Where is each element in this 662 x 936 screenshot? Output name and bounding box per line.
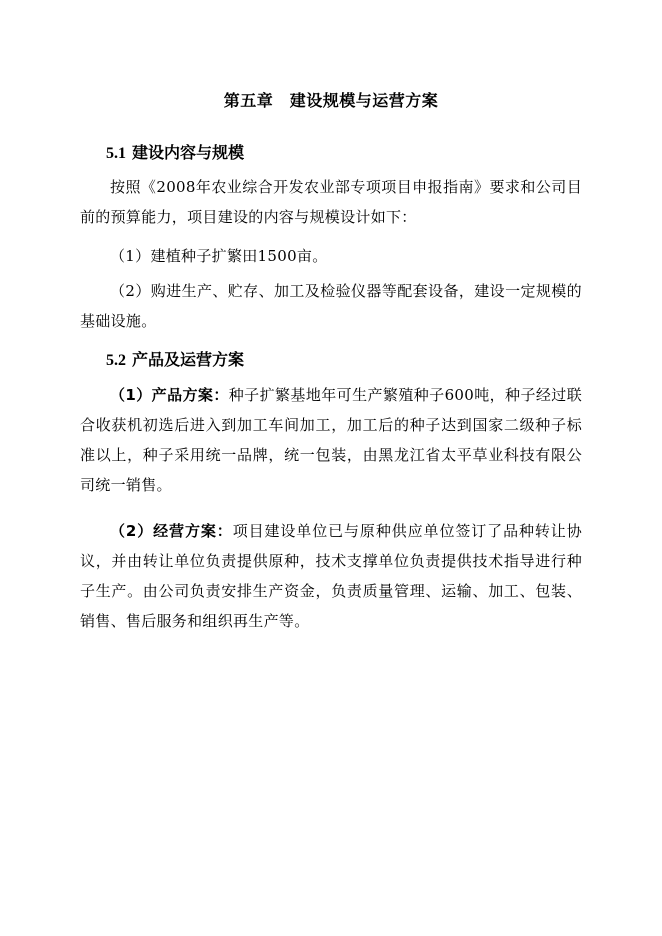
paragraph-budget-intro: 按照《2008年农业综合开发农业部专项项目申报指南》要求和公司目前的预算能力，项目建设的内容与规模设计如下： <box>80 178 582 226</box>
section-number: 5.1 <box>106 145 126 162</box>
paragraph-text: 种子扩繁基地年可生产繁殖种子600吨，种子经过联合收获机初选后进入到加工车间加工，加工后的种子达到国家二级种子标准以上，种子采用统一品牌，统一包装，由黑龙江省太平草业科技有限公司统一销售。 <box>80 386 582 494</box>
paragraph-lead: （2）经营方案： <box>110 522 233 540</box>
paragraph-product-plan <box>80 380 582 500</box>
paragraph-lead: （1）产品方案： <box>110 386 229 404</box>
section-title: 建设内容与规模 <box>132 143 245 162</box>
section-title: 产品及运营方案 <box>132 350 245 369</box>
paragraph-operation-plan <box>80 516 582 636</box>
paragraph-text: 项目建设单位已与原种供应单位签订了品种转让协议，并由转让单位负责提供原种，技术支撑单位负责提供技术指导进行种子生产。由公司负责安排生产资金，负责质量管理、运输、加工、包装、销售、售后服务和组织再生产等。 <box>80 522 582 630</box>
paragraph-item-1: （1）建植种子扩繁田1500亩。 <box>110 247 328 265</box>
paragraph-item-2: （2）购进生产、贮存、加工及检验仪器等配套设备，建设一定规模的基础设施。 <box>80 282 582 330</box>
section-heading-5-2 <box>106 348 244 373</box>
section-number: 5.2 <box>106 352 126 369</box>
chapter-title: 第五章 建设规模与运营方案 <box>223 91 439 110</box>
section-heading-5-1 <box>106 141 244 166</box>
